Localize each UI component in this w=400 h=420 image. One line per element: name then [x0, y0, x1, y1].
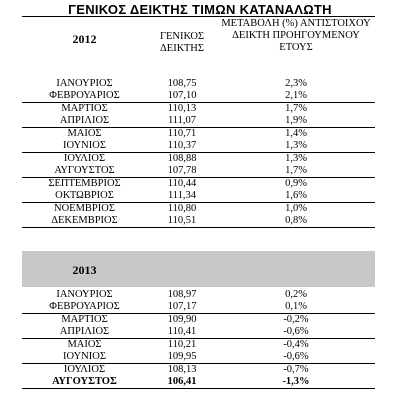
table-row [22, 351, 375, 364]
month-cell: ΜΑΙΟΣ [67, 128, 102, 139]
table-row [22, 165, 375, 178]
header-year: 2012 [72, 32, 97, 46]
change-cell: 1,6% [217, 190, 375, 203]
table-row [22, 78, 375, 90]
index-cell: 110,13 [167, 103, 197, 114]
month-cell: ΙΟΥΝΙΟΣ [22, 140, 147, 153]
header-change: ΜΕΤΑΒΟΛΗ (%) ΑΝΤΙΣΤΟΙΧΟΥ ΔΕΙΚΤΗ ΠΡΟΗΓΟΥΜΕΝΟΥ ΕΤΟΥΣ [221, 18, 371, 53]
change-cell: -0,2% [283, 314, 309, 325]
month-cell: ΙΟΥΛΙΟΣ [63, 153, 106, 164]
index-cell: 110,37 [147, 140, 217, 153]
index-cell: 110,71 [167, 128, 197, 139]
change-cell: 1,3% [217, 140, 375, 153]
change-cell: 1,9% [217, 115, 375, 128]
index-cell: 106,41 [147, 376, 217, 389]
table-row [22, 289, 375, 301]
table-row [22, 339, 375, 352]
month-cell: ΣΕΠΤΕΜΒΡΙΟΣ [48, 178, 121, 189]
header-index: ΓΕΝΙΚΟΣ ΔΕΙΚΤΗΣ [159, 31, 205, 54]
change-cell: 2,3% [285, 78, 307, 89]
index-cell: 110,21 [167, 339, 197, 350]
table-2012 [22, 78, 375, 228]
month-cell: ΙΑΝΟΥΡΙΟΣ [56, 289, 113, 300]
index-cell: 110,51 [147, 215, 217, 228]
index-cell: 111,34 [147, 190, 217, 203]
index-cell: 110,44 [167, 178, 197, 189]
table-row [22, 115, 375, 128]
change-cell: 1,0% [285, 203, 307, 214]
table-row [22, 90, 375, 103]
change-cell: 2,1% [217, 90, 375, 103]
table-row [22, 178, 375, 191]
change-cell: -0,6% [217, 351, 375, 364]
change-cell: 1,4% [285, 128, 307, 139]
section-2013-band [22, 251, 375, 287]
month-cell: ΔΕΚΕΜΒΡΙΟΣ [22, 215, 147, 228]
table-row [22, 103, 375, 116]
month-cell: ΑΠΡΙΛΙΟΣ [22, 115, 147, 128]
change-cell: 1,3% [285, 153, 307, 164]
table-row [22, 301, 375, 314]
index-cell: 107,78 [147, 165, 217, 178]
table-row [22, 190, 375, 203]
table-row [22, 203, 375, 216]
page-title: ΓΕΝΙΚΟΣ ΔΕΙΚΤΗΣ ΤΙΜΩΝ ΚΑΤΑΝΑΛΩΤΗ [68, 2, 332, 17]
table-row [22, 314, 375, 327]
index-cell: 108,13 [167, 364, 197, 375]
table-header [22, 17, 375, 79]
change-cell: 0,1% [217, 301, 375, 314]
index-cell: 111,07 [147, 115, 217, 128]
index-cell: 109,95 [147, 351, 217, 364]
change-cell: -0,6% [217, 326, 375, 339]
change-cell: 0,2% [285, 289, 307, 300]
change-cell: -0,4% [283, 339, 309, 350]
change-cell: 1,7% [285, 103, 307, 114]
change-cell: -0,7% [283, 364, 309, 375]
month-cell: ΑΠΡΙΛΙΟΣ [22, 326, 147, 339]
table-row [22, 326, 375, 339]
change-cell: 0,9% [285, 178, 307, 189]
table-row [22, 128, 375, 141]
index-cell: 108,88 [167, 153, 197, 164]
change-cell: 0,8% [217, 215, 375, 228]
month-cell: ΜΑΡΤΙΟΣ [61, 314, 108, 325]
month-cell: ΦΕΒΡΟΥΑΡΙΟΣ [22, 301, 147, 314]
month-cell: ΦΕΒΡΟΥΑΡΙΟΣ [22, 90, 147, 103]
index-cell: 108,75 [167, 78, 197, 89]
month-cell: ΜΑΙΟΣ [67, 339, 102, 350]
month-cell: ΑΥΓΟΥΣΤΟΣ [22, 165, 147, 178]
month-cell: ΙΟΥΛΙΟΣ [63, 364, 106, 375]
month-cell: ΑΥΓΟΥΣΤΟΣ [22, 376, 147, 389]
index-cell: 110,41 [147, 326, 217, 339]
table-row [22, 140, 375, 153]
month-cell: ΟΚΤΩΒΡΙΟΣ [22, 190, 147, 203]
table-row [22, 153, 375, 166]
table-row [22, 215, 375, 228]
table-row [22, 376, 375, 389]
month-cell: ΜΑΡΤΙΟΣ [61, 103, 108, 114]
change-cell: -1,3% [217, 376, 375, 389]
table-2013 [22, 289, 375, 389]
index-cell: 107,10 [147, 90, 217, 103]
index-cell: 109,90 [167, 314, 197, 325]
index-cell: 107,17 [147, 301, 217, 314]
index-cell: 108,97 [167, 289, 197, 300]
month-cell: ΝΟΕΜΒΡΙΟΣ [54, 203, 115, 214]
index-cell: 110,80 [167, 203, 197, 214]
table-row [22, 364, 375, 377]
section-2013-label: 2013 [72, 263, 97, 277]
month-cell: ΙΟΥΝΙΟΣ [22, 351, 147, 364]
change-cell: 1,7% [217, 165, 375, 178]
month-cell: ΙΑΝΟΥΡΙΟΣ [56, 78, 113, 89]
